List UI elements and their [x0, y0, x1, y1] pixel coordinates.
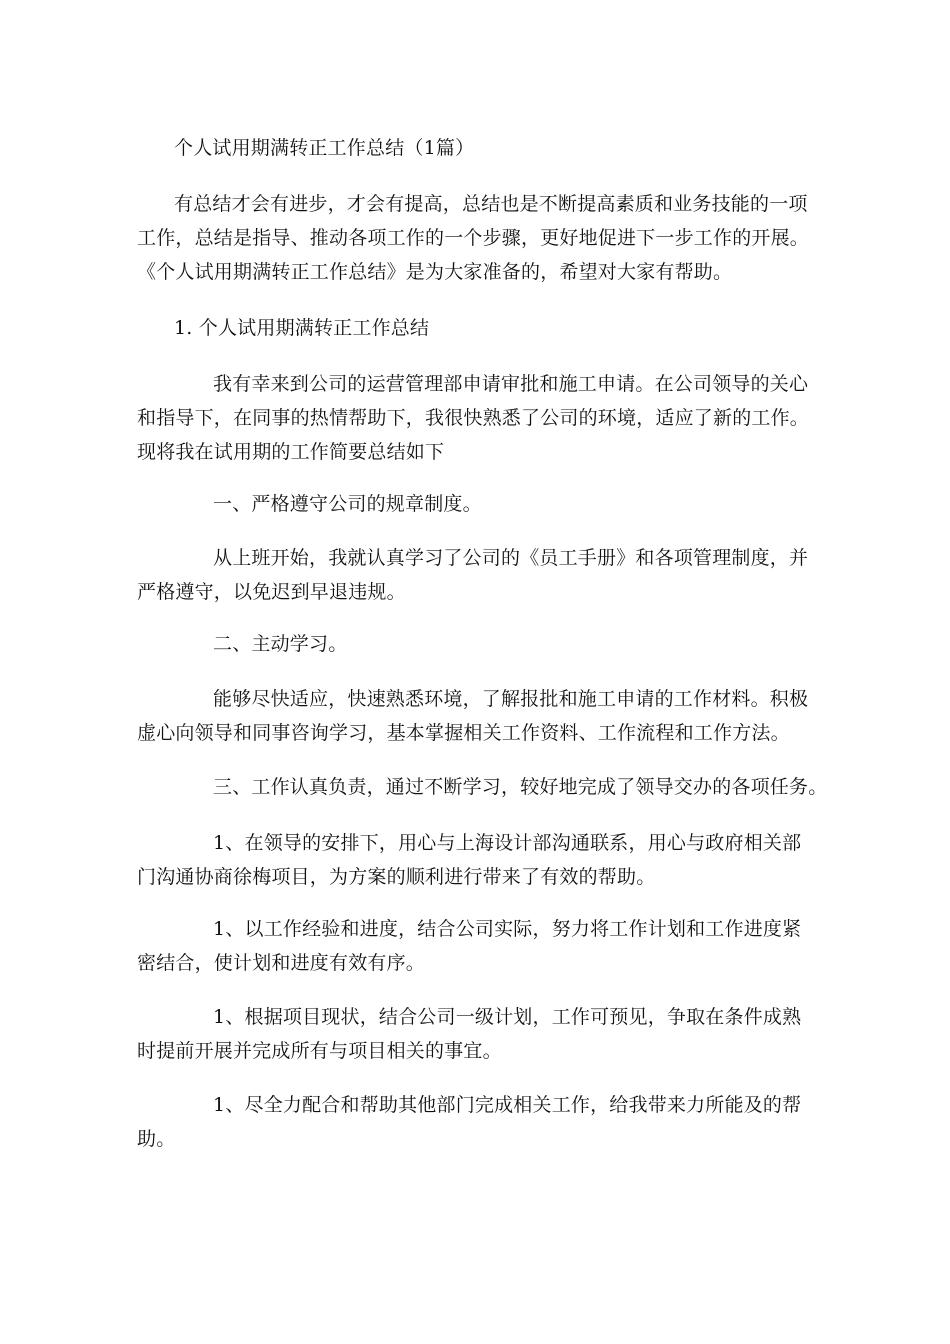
section-heading: 1. 个人试用期满转正工作总结 [174, 317, 430, 339]
item-2-line-1: 1、以工作经验和进度，结合公司实际，努力将工作计划和工作进度紧 [213, 918, 802, 940]
item-1-line-1: 1、在领导的安排下，用心与上海设计部沟通联系，用心与政府相关部 [213, 832, 802, 854]
item-3-line-2: 时提前开展并完成所有与项目相关的事宜。 [137, 1040, 502, 1062]
intro-line-1: 有总结才会有进步，才会有提高，总结也是不断提高素质和业务技能的一项 [174, 193, 808, 215]
intro-line-2: 工作，总结是指导、推动各项工作的一个步骤，更好地促进下一步工作的开展。 [137, 227, 810, 249]
para-one-line-1: 从上班开始，我就认真学习了公司的《员工手册》和各项管理制度，并 [213, 547, 809, 569]
para-two-line-2: 虚心向领导和同事咨询学习，基本掌握相关工作资料、工作流程和工作方法。 [137, 722, 790, 744]
opening-line-1: 我有幸来到公司的运营管理部申请审批和施工申请。在公司领导的关心 [213, 373, 809, 395]
item-1-line-2: 门沟通协商徐梅项目，为方案的顺利进行带来了有效的帮助。 [137, 866, 656, 888]
opening-line-2: 和指导下，在同事的热情帮助下，我很快熟悉了公司的环境，适应了新的工作。 [137, 407, 810, 429]
intro-line-3: 《个人试用期满转正工作总结》是为大家准备的，希望对大家有帮助。 [137, 261, 733, 283]
para-one-line-2: 严格遵守，以免迟到早退违规。 [137, 581, 406, 603]
heading-two: 二、主动学习。 [213, 633, 348, 655]
item-4-line-2: 助。 [137, 1128, 176, 1150]
heading-one: 一、严格遵守公司的规章制度。 [213, 493, 482, 515]
para-two-line-1: 能够尽快适应，快速熟悉环境，了解报批和施工申请的工作材料。积极 [213, 688, 809, 710]
opening-line-3: 现将我在试用期的工作简要总结如下 [137, 441, 445, 463]
item-4-line-1: 1、尽全力配合和帮助其他部门完成相关工作，给我带来力所能及的帮 [213, 1094, 802, 1116]
item-3-line-1: 1、根据项目现状，结合公司一级计划，工作可预见，争取在条件成熟 [213, 1006, 802, 1028]
heading-three: 三、工作认真负责，通过不断学习，较好地完成了领导交办的各项任务。 [213, 776, 828, 798]
item-2-line-2: 密结合，使计划和进度有效有序。 [137, 952, 426, 974]
document-title: 个人试用期满转正工作总结（1篇） [174, 137, 475, 159]
